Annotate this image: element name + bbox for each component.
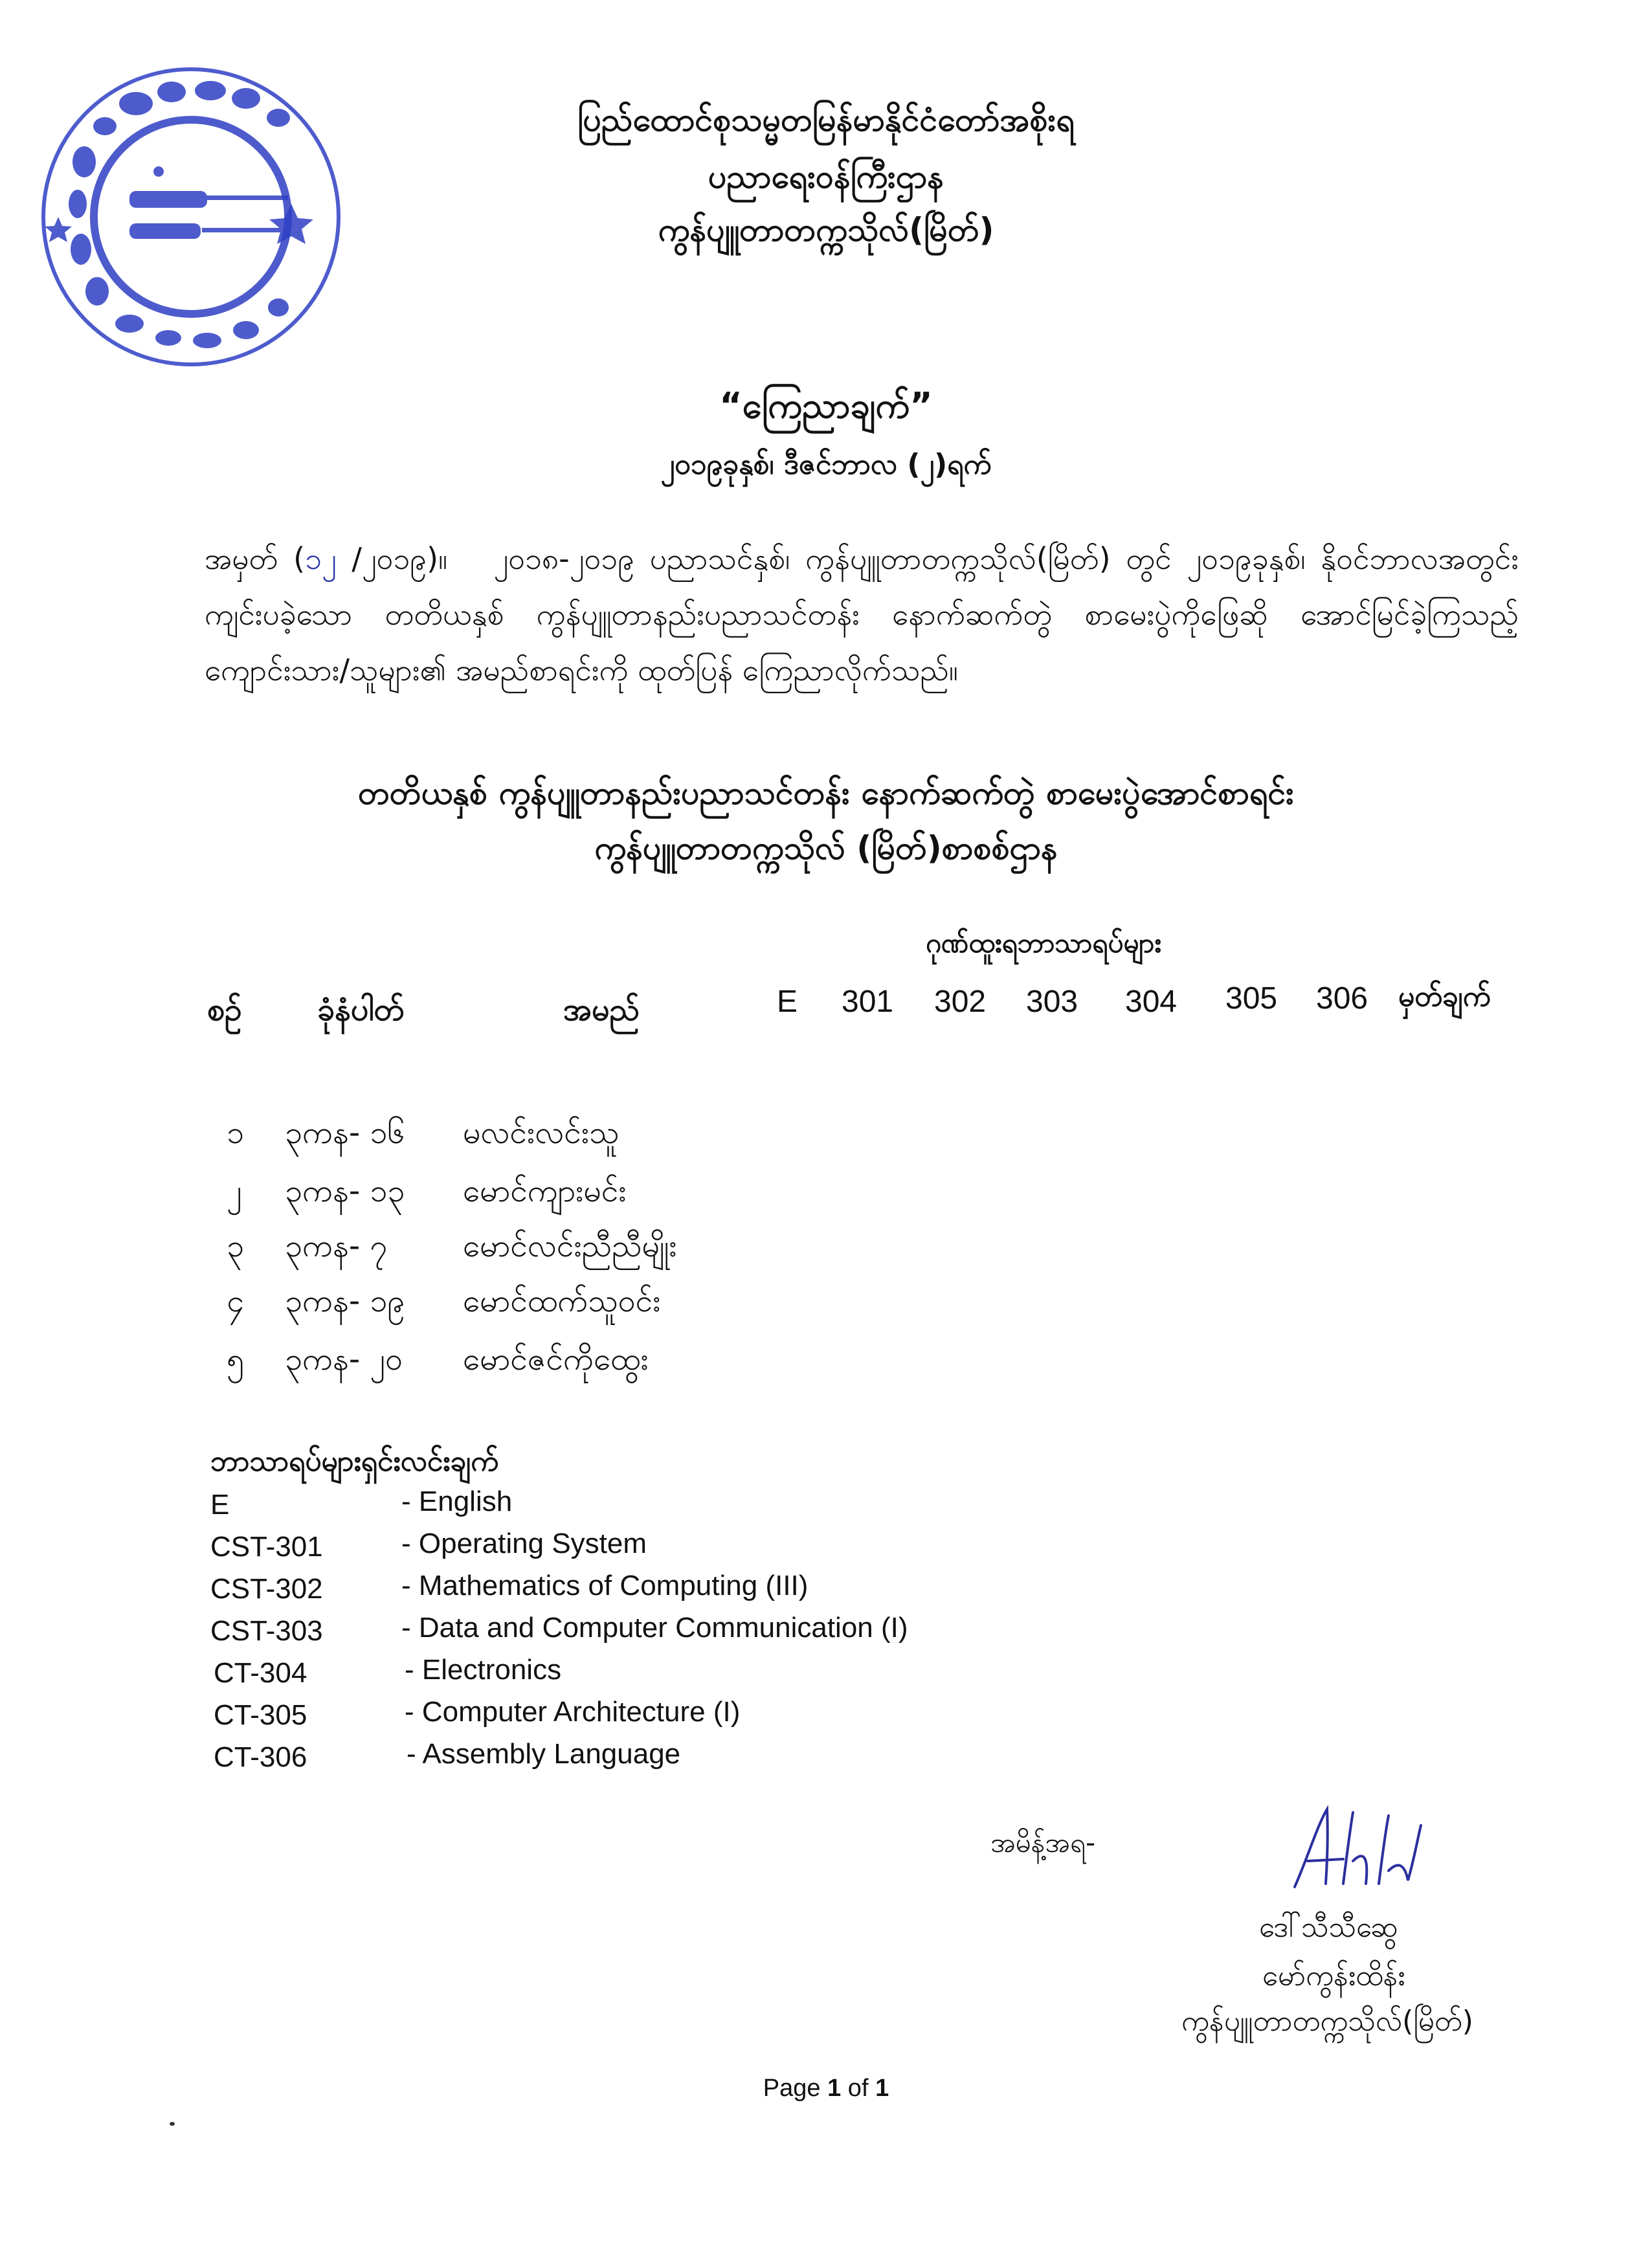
list-title-line2: ကွန်ပျူတာတက္ကသိုလ် (မြိတ်)စာစစ်ဌာန — [594, 829, 1058, 867]
signatory-name: ဒေါ်သီသီဆွေ — [1259, 1911, 1398, 1944]
ministry-header-line3: ကွန်ပျူတာတက္ကသိုလ်(မြိတ်) — [658, 211, 994, 249]
row-roll-no: ၃ကန- ၁၆ — [285, 1115, 405, 1151]
row-serial-no: ၂ — [227, 1173, 242, 1209]
col-name: အမည် — [563, 992, 640, 1028]
subject-name: - Assembly Language — [407, 1738, 681, 1770]
col-305: 305 — [1225, 981, 1278, 1016]
row-serial-no: ၄ — [227, 1283, 244, 1319]
row-roll-no: ၃ကန- ၁၃ — [285, 1173, 405, 1209]
subject-code: CT-304 — [214, 1657, 307, 1689]
paragraph-body: ၂၀၁၈-၂၀၁၉ ပညာသင်နှစ်၊ ကွန်ပျူတာတက္ကသိုလ်(မြိတ်) တွင် ၂၀၁၉ခုနှစ်၊ နိုဝင်ဘာလအတွင်း ကျင်းပခဲ့သော တတိယနှစ် ကွန်ပျူတာနည်းပညာသင်တန်း နောက်ဆက်တွဲ စာမေးပွဲကိုဖြေဆို အောင်မြင်ခဲ့ကြသည့် ကျောင်းသား/သူများ၏ အမည်စာရင်းကို ထုတ်ပြန် ကြေညာလိုက်သည်။ — [205, 541, 1519, 687]
announcement-date: ၂၀၁၉ခုနှစ်၊ ဒီဇင်ဘာလ (၂)ရက် — [660, 448, 992, 481]
announcement-paragraph — [205, 531, 1519, 698]
subject-code: E — [210, 1489, 230, 1521]
row-roll-no: ၃ကန- ၁၉ — [285, 1283, 405, 1319]
page-total: 1 — [875, 2075, 889, 2102]
signatory-title: မော်ကွန်းထိန်း — [1262, 1959, 1405, 1992]
col-306: 306 — [1316, 981, 1368, 1016]
subject-code: CT-305 — [214, 1699, 307, 1731]
row-name: မောင်ကျားမင်း — [463, 1173, 627, 1209]
by-order-label: အမိန့်အရ- — [990, 1827, 1096, 1858]
row-name: မောင်ဇင်ကိုထွေး — [463, 1341, 649, 1377]
row-serial-no: ၁ — [227, 1115, 244, 1151]
subject-code: CST-303 — [210, 1615, 323, 1647]
subject-code: CST-302 — [210, 1573, 323, 1605]
page-current: 1 — [827, 2075, 842, 2102]
col-serial-no: စဥ် — [207, 992, 242, 1028]
scan-speck — [170, 2122, 175, 2126]
col-302: 302 — [934, 985, 987, 1019]
distinction-subjects-header: ဂုဏ်ထူးရဘာသာရပ်များ — [926, 927, 1161, 959]
page-label: Page — [763, 2075, 828, 2102]
subject-name: - Mathematics of Computing (III) — [401, 1570, 809, 1601]
row-name: မလင်းလင်းသူ — [463, 1115, 620, 1151]
list-title-line1: တတိယနှစ် ကွန်ပျူတာနည်းပညာသင်တန်း နောက်ဆက်တွဲ စာမေးပွဲအောင်စာရင်း — [358, 774, 1294, 812]
subject-name: - Data and Computer Communication (I) — [401, 1612, 908, 1644]
page-of-label: of — [841, 2075, 876, 2102]
announcement-title: “ကြေညာချက်” — [719, 385, 933, 426]
row-roll-no: ၃ကန- ၂၀ — [285, 1341, 403, 1377]
signatory-organization: ကွန်ပျူတာတက္ကသိုလ်(မြိတ်) — [1181, 2005, 1473, 2038]
subject-name: - English — [401, 1486, 513, 1517]
subject-code: CT-306 — [214, 1741, 307, 1773]
ministry-header-line1: ပြည်ထောင်စုသမ္မတမြန်မာနိုင်ငံတော်အစိုးရ — [577, 101, 1075, 139]
page-number — [0, 2075, 1652, 2102]
col-remark: မှတ်ချက် — [1398, 980, 1491, 1013]
row-name: မောင်လင်းညီညီမျိုး — [463, 1228, 677, 1264]
row-name: မောင်ထက်သူဝင်း — [463, 1283, 661, 1319]
reference-prefix: အမှတ် ( — [205, 541, 306, 576]
col-e: E — [777, 985, 798, 1019]
col-301: 301 — [842, 985, 894, 1019]
row-roll-no: ၃ကန- ၇ — [285, 1228, 388, 1264]
handwritten-signature — [1282, 1800, 1431, 1897]
subject-name: - Computer Architecture (I) — [405, 1696, 741, 1728]
subject-name: - Operating System — [401, 1528, 647, 1559]
row-serial-no: ၅ — [227, 1341, 244, 1377]
col-303: 303 — [1026, 985, 1078, 1019]
reference-suffix: /၂၀၁၉)။ — [336, 541, 447, 576]
row-serial-no: ၃ — [227, 1228, 244, 1264]
ministry-header-line2: ပညာရေးဝန်ကြီးဌာန — [708, 158, 944, 195]
reference-number: ၁၂ — [305, 541, 337, 576]
subject-code: CST-301 — [210, 1531, 323, 1563]
col-roll-no: ခုံနံပါတ် — [317, 992, 405, 1028]
col-304: 304 — [1125, 985, 1178, 1019]
subjects-legend-title: ဘာသာရပ်များရှင်းလင်းချက် — [210, 1445, 499, 1478]
subject-name: - Electronics — [405, 1654, 562, 1686]
